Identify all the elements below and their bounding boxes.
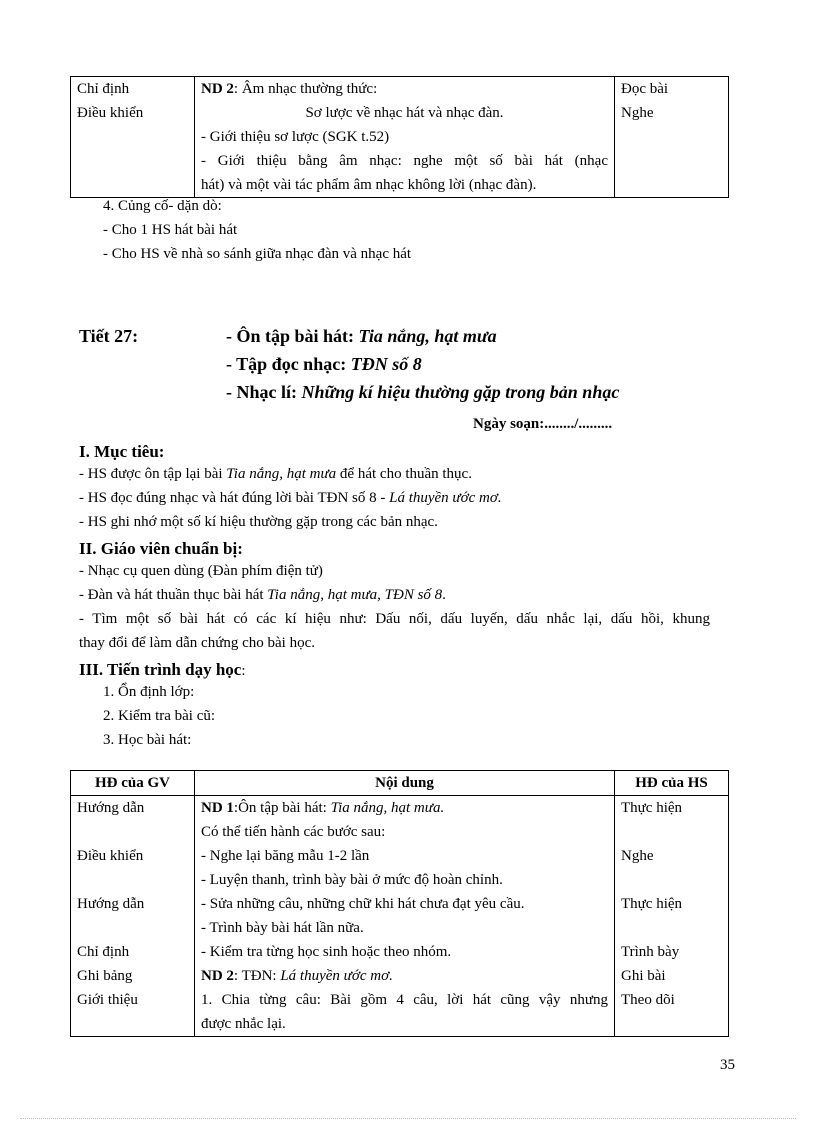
student-activity: Đọc bài: [621, 81, 669, 97]
content-cell: [195, 77, 615, 198]
prep-line: - Tìm một số bài hát có các kí hiệu như: Dấu nối, dấu luyến, dấu nhắc lại, dấu hồi, khung: [79, 611, 710, 627]
content-line: 1. Chia từng câu: Bài gồm 4 câu, lời hát cũng vậy nhưng: [201, 992, 608, 1008]
content-line: - Giới thiệu sơ lược (SGK t.52): [201, 129, 390, 145]
lesson-item: [226, 354, 422, 375]
content-line: được nhắc lại.: [201, 1016, 286, 1032]
student-activity: Ghi bài: [621, 968, 666, 984]
content-line: - Giới thiệu bằng âm nhạc: nghe một số bài hát (nhạc: [201, 153, 608, 169]
teacher-activity-cell: [71, 77, 195, 198]
student-activity-cell: [615, 77, 729, 198]
objective-line: - HS đọc đúng nhạc và hát đúng lời bài TĐN số 8 - Lá thuyền ước mơ.: [79, 490, 502, 506]
content-heading: [201, 77, 608, 101]
teacher-activity: Hướng dẫn: [77, 896, 145, 912]
lesson-item-prefix: - Ôn tập bài hát:: [226, 326, 359, 346]
content-line: - Kiểm tra từng học sinh hoặc theo nhóm.: [201, 944, 452, 960]
content-line: Có thể tiến hành các bước sau:: [201, 824, 386, 840]
process-step: 2. Kiểm tra bài cũ:: [103, 708, 216, 724]
content-heading: ND 1:Ôn tập bài hát: Tia nắng, hạt mưa.: [201, 800, 445, 816]
content-heading: ND 2: TĐN: Lá thuyền ước mơ.: [201, 968, 393, 984]
objective-line: - HS ghi nhớ một số kí hiệu thường gặp trong các bản nhạc.: [79, 514, 438, 530]
header-content: Nội dung: [195, 771, 615, 796]
content-line: - Sửa những câu, những chữ khi hát chưa đạt yêu cầu.: [201, 896, 525, 912]
student-activity: Trình bày: [621, 944, 680, 960]
process-step: 1. Ổn định lớp:: [103, 684, 195, 700]
content-line: - Trình bày bài hát lần nữa.: [201, 920, 364, 936]
page-number: 35: [720, 1057, 735, 1073]
student-activity: Nghe: [621, 848, 654, 864]
teacher-activity: Chỉ định: [77, 81, 130, 97]
teacher-activity: Ghi bảng: [77, 968, 133, 984]
student-activity: Theo dõi: [621, 992, 675, 1008]
prep-line: thay đổi để làm dẫn chứng cho bài học.: [79, 635, 315, 651]
content-line: - Nghe lại băng mẫu 1-2 lần: [201, 848, 370, 864]
review-line: - Cho HS về nhà so sánh giữa nhạc đàn và nhạc hát: [103, 246, 412, 262]
header-teacher: HĐ của GV: [71, 771, 195, 796]
lesson-item: [226, 382, 619, 403]
lesson-item-title: TĐN số 8: [350, 354, 422, 374]
student-activity: [621, 820, 722, 844]
teacher-activity: [77, 820, 188, 844]
section-heading: III. Tiến trình dạy học:: [79, 660, 246, 679]
lesson-label: Tiết 27:: [79, 326, 139, 346]
objective-line: - HS được ôn tập lại bài Tia nắng, hạt mưa để hát cho thuần thục.: [79, 466, 472, 482]
teacher-activity: Hướng dẫn: [77, 800, 145, 816]
student-activity-cell: [615, 796, 729, 1037]
student-activity: Nghe: [621, 105, 654, 121]
lesson-item-title: Tia nắng, hạt mưa: [358, 326, 497, 346]
section-heading: I. Mục tiêu:: [79, 442, 165, 461]
activity-table-bottom: [70, 770, 729, 1037]
prep-date: Ngày soạn:......../.........: [473, 416, 613, 432]
header-student: HĐ của HS: [615, 771, 729, 796]
content-label: ND 2: [201, 81, 234, 97]
teacher-activity: Điều khiển: [77, 105, 144, 121]
student-activity: [621, 1012, 722, 1036]
lesson-item-title: Những kí hiệu thường gặp trong bản nhạc: [301, 382, 620, 402]
content-title: : Âm nhạc thường thức:: [233, 81, 378, 97]
student-activity: Thực hiện: [621, 800, 683, 816]
page-bottom-divider: [20, 1118, 796, 1119]
table-row: [71, 796, 729, 1037]
teacher-activity: [77, 868, 188, 892]
prep-line: - Đàn và hát thuần thục bài hát Tia nắng, hạt mưa, TĐN số 8.: [79, 587, 446, 603]
review-heading: 4. Củng cố- dặn dò:: [103, 198, 222, 214]
teacher-activity: [77, 1012, 188, 1036]
student-activity: [621, 868, 722, 892]
teacher-activity-cell: [71, 796, 195, 1037]
teacher-activity: Chỉ định: [77, 944, 130, 960]
content-cell: [195, 796, 615, 1037]
content-line: hát) và một vài tác phẩm âm nhạc không lời (nhạc đàn).: [201, 177, 537, 193]
teacher-activity: [77, 916, 188, 940]
activity-table-top: [70, 76, 729, 198]
content-line: Sơ lược về nhạc hát và nhạc đàn.: [305, 105, 504, 121]
student-activity: [621, 916, 722, 940]
review-line: - Cho 1 HS hát bài hát: [103, 222, 238, 238]
lesson-item-prefix: - Tập đọc nhạc:: [226, 354, 351, 374]
lesson-item: [226, 326, 497, 347]
teacher-activity: Điều khiển: [77, 848, 144, 864]
process-step: 3. Học bài hát:: [103, 732, 192, 748]
prep-line: - Nhạc cụ quen dùng (Đàn phím điện tử): [79, 563, 323, 579]
lesson-item-prefix: - Nhạc lí:: [226, 382, 302, 402]
section-heading: II. Giáo viên chuẩn bị:: [79, 539, 243, 558]
content-line: - Luyện thanh, trình bày bài ở mức độ hoàn chỉnh.: [201, 872, 503, 888]
teacher-activity: Giới thiệu: [77, 992, 138, 1008]
student-activity: Thực hiện: [621, 896, 683, 912]
table-header-row: [71, 771, 729, 796]
